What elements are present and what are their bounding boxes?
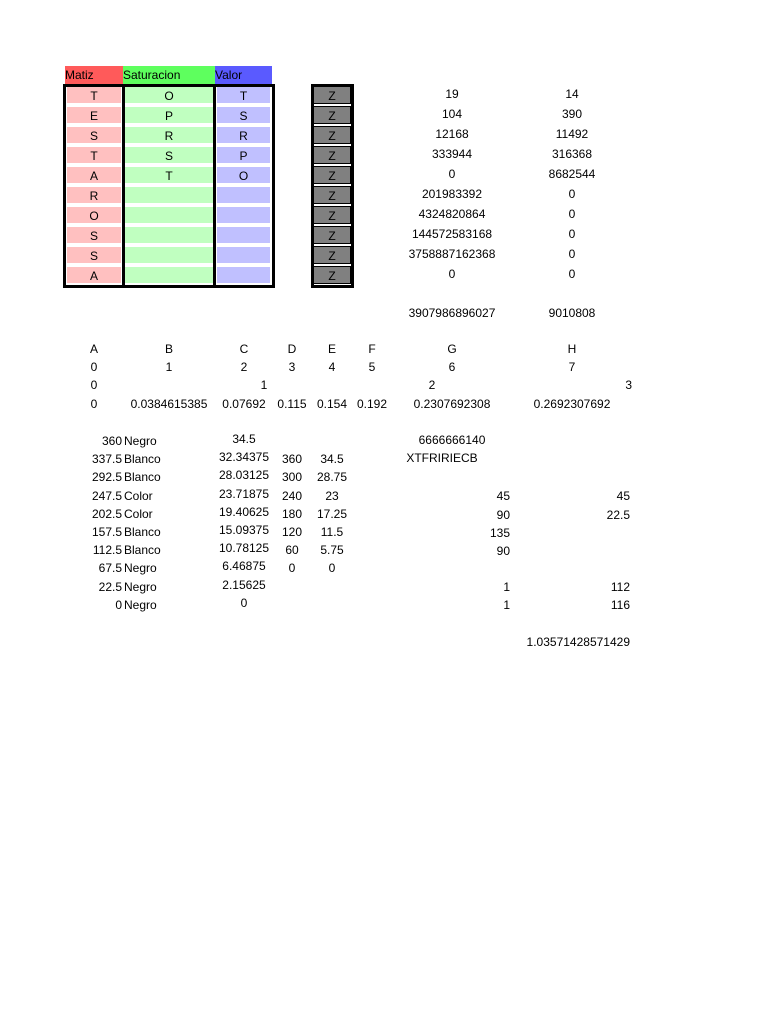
- value-e[interactable]: 0: [328, 561, 336, 576]
- number-h[interactable]: 0: [568, 187, 576, 201]
- number-h[interactable]: 0: [568, 227, 576, 241]
- value-c[interactable]: 10.78125: [218, 541, 270, 556]
- misc-h-value[interactable]: 116: [610, 598, 630, 612]
- angle-value[interactable]: 337.5: [91, 452, 122, 467]
- value-d[interactable]: 300: [281, 470, 303, 485]
- number-g[interactable]: 144572583168: [411, 227, 493, 241]
- misc-g-value[interactable]: 90: [496, 508, 510, 522]
- z-cell[interactable]: Z: [313, 206, 351, 224]
- z-cell[interactable]: Z: [313, 266, 351, 284]
- value-e[interactable]: [314, 432, 350, 450]
- value-e[interactable]: [314, 578, 350, 596]
- matiz-cell[interactable]: S: [66, 126, 122, 144]
- matiz-cell[interactable]: O: [66, 206, 122, 224]
- header-valor[interactable]: Valor: [215, 66, 272, 84]
- value-d[interactable]: [276, 578, 308, 596]
- value-e[interactable]: [314, 596, 350, 614]
- number-g[interactable]: 104: [441, 107, 463, 121]
- column-letter[interactable]: D: [287, 342, 297, 356]
- column-fraction[interactable]: 0.2307692308: [413, 397, 491, 411]
- misc-g-value[interactable]: 1: [503, 598, 510, 612]
- value-c[interactable]: 0: [240, 595, 248, 610]
- column-index[interactable]: 6: [448, 360, 456, 374]
- value-c[interactable]: 15.09375: [218, 523, 270, 537]
- value-d[interactable]: 120: [281, 525, 303, 539]
- column-letter[interactable]: F: [368, 342, 376, 356]
- color-name[interactable]: Blanco: [124, 525, 161, 539]
- misc-g-value[interactable]: 90: [496, 544, 510, 558]
- number-g[interactable]: 0: [448, 267, 456, 281]
- matiz-cell[interactable]: A: [66, 166, 122, 184]
- value-e[interactable]: 34.5: [320, 452, 344, 467]
- angle-value[interactable]: 22.5: [98, 579, 122, 594]
- column-fraction[interactable]: 0.192: [356, 397, 388, 411]
- misc-g-value[interactable]: 45: [496, 489, 510, 503]
- saturacion-cell[interactable]: S: [124, 146, 214, 164]
- value-d[interactable]: 60: [285, 543, 299, 558]
- angle-value[interactable]: 292.5: [91, 470, 122, 485]
- column-index[interactable]: 4: [328, 360, 336, 374]
- value-e[interactable]: 23: [325, 488, 339, 503]
- value-e[interactable]: 11.5: [320, 525, 344, 539]
- value-d[interactable]: [276, 596, 308, 614]
- z-cell[interactable]: Z: [313, 226, 351, 244]
- value-e[interactable]: 5.75: [320, 543, 344, 558]
- hsv-divider-1: [122, 84, 125, 288]
- value-d[interactable]: 180: [281, 506, 303, 521]
- angle-value[interactable]: 202.5: [91, 506, 122, 521]
- value-d[interactable]: 240: [281, 488, 303, 503]
- number-g[interactable]: 0: [448, 167, 456, 181]
- color-name[interactable]: Blanco: [124, 452, 161, 467]
- column-fraction[interactable]: 0.115: [277, 397, 307, 411]
- sparse-index[interactable]: 1: [260, 378, 268, 392]
- sparse-index[interactable]: 2: [428, 378, 436, 392]
- valor-cell[interactable]: O: [216, 166, 271, 184]
- code-text[interactable]: XTFRIRIECB: [406, 451, 478, 465]
- ratio-value[interactable]: 1.03571428571429: [526, 635, 630, 649]
- value-d[interactable]: 360: [281, 452, 303, 467]
- z-cell[interactable]: Z: [313, 86, 351, 104]
- total-h[interactable]: 9010808: [548, 306, 596, 320]
- number-h[interactable]: 0: [568, 267, 576, 281]
- color-name[interactable]: Blanco: [124, 470, 161, 485]
- valor-cell[interactable]: T: [216, 86, 271, 104]
- z-cell[interactable]: Z: [313, 166, 351, 184]
- value-c[interactable]: 6.46875: [222, 559, 266, 574]
- matiz-cell[interactable]: A: [66, 266, 122, 284]
- misc-h-value[interactable]: [550, 524, 630, 542]
- value-c[interactable]: 19.40625: [218, 504, 270, 519]
- color-name[interactable]: Blanco: [124, 543, 161, 558]
- color-name[interactable]: Color: [124, 506, 153, 521]
- saturacion-cell[interactable]: P: [124, 106, 214, 124]
- number-h[interactable]: 11492: [555, 127, 589, 141]
- number-h[interactable]: 0: [568, 207, 576, 221]
- z-cell[interactable]: Z: [313, 106, 351, 124]
- angle-value[interactable]: 0: [115, 597, 122, 612]
- header-matiz[interactable]: Matiz: [65, 66, 123, 84]
- column-index[interactable]: 3: [288, 360, 296, 374]
- matiz-cell[interactable]: R: [66, 186, 122, 204]
- angle-value[interactable]: 157.5: [91, 525, 122, 539]
- angle-value[interactable]: 360: [101, 434, 122, 448]
- misc-g-value[interactable]: 135: [489, 526, 510, 540]
- matiz-cell[interactable]: S: [66, 246, 122, 264]
- total-g[interactable]: 3907986896027: [408, 306, 496, 320]
- matiz-cell[interactable]: E: [66, 106, 122, 124]
- value-c[interactable]: 32.34375: [218, 450, 270, 465]
- column-fraction[interactable]: 0.0384615385: [130, 397, 208, 411]
- z-cell[interactable]: Z: [313, 186, 351, 204]
- value-d[interactable]: [276, 432, 308, 450]
- angle-value[interactable]: 247.5: [91, 488, 122, 503]
- value-e[interactable]: 28.75: [316, 470, 348, 485]
- column-letter[interactable]: C: [239, 342, 249, 356]
- number-g[interactable]: 201983392: [421, 187, 483, 201]
- misc-h-value[interactable]: 22.5: [606, 508, 630, 522]
- value-c[interactable]: 34.5: [232, 432, 256, 446]
- color-name[interactable]: Negro: [124, 597, 157, 612]
- color-name[interactable]: Negro: [124, 579, 157, 594]
- misc-g-value[interactable]: 1: [503, 580, 510, 594]
- misc-g-value[interactable]: [430, 560, 510, 578]
- number-g[interactable]: 4324820864: [418, 207, 486, 221]
- column-fraction[interactable]: 0.07692: [222, 397, 266, 411]
- value-c[interactable]: 28.03125: [218, 468, 270, 483]
- column-index[interactable]: 5: [368, 360, 376, 374]
- column-fraction[interactable]: 0.2692307692: [533, 397, 611, 411]
- column-index[interactable]: 0: [90, 360, 98, 374]
- code-number[interactable]: 6666666140: [418, 433, 486, 447]
- angle-value[interactable]: 112.5: [92, 543, 122, 558]
- z-cell[interactable]: Z: [313, 246, 351, 264]
- sparse-index[interactable]: 3: [625, 378, 632, 392]
- column-letter[interactable]: G: [447, 342, 457, 356]
- number-h[interactable]: 390: [561, 107, 583, 121]
- value-c[interactable]: 23.71875: [218, 486, 270, 501]
- column-fraction[interactable]: 0: [90, 397, 98, 411]
- number-g[interactable]: 19: [445, 87, 459, 101]
- saturacion-cell[interactable]: R: [124, 126, 214, 144]
- valor-cell[interactable]: R: [216, 126, 271, 144]
- valor-cell[interactable]: S: [216, 106, 271, 124]
- z-cell[interactable]: Z: [313, 126, 351, 144]
- z-column-frame: [311, 84, 354, 288]
- number-h[interactable]: 14: [565, 87, 579, 101]
- misc-h-value[interactable]: 112: [610, 580, 630, 594]
- value-e[interactable]: 17.25: [316, 506, 348, 521]
- misc-h-value[interactable]: [550, 560, 630, 578]
- matiz-cell[interactable]: T: [66, 146, 122, 164]
- column-letter[interactable]: A: [89, 342, 98, 356]
- number-h[interactable]: 316368: [551, 147, 593, 161]
- misc-h-value[interactable]: 45: [616, 489, 630, 503]
- header-saturacion[interactable]: Saturacion: [123, 66, 215, 84]
- column-fraction[interactable]: 0.154: [316, 397, 348, 411]
- color-name[interactable]: Negro: [124, 561, 157, 576]
- valor-cell[interactable]: P: [216, 146, 271, 164]
- angle-value[interactable]: 67.5: [98, 561, 122, 576]
- color-name[interactable]: Negro: [124, 434, 157, 448]
- hsv-divider-2: [213, 84, 216, 288]
- hsv-table-frame: [63, 84, 275, 288]
- column-index[interactable]: 2: [240, 360, 248, 374]
- number-g[interactable]: 12168: [435, 127, 469, 141]
- number-h[interactable]: 0: [568, 247, 576, 261]
- saturacion-cell[interactable]: T: [124, 166, 214, 184]
- value-c[interactable]: 2.15625: [222, 577, 266, 592]
- column-index[interactable]: 7: [568, 360, 576, 374]
- column-letter[interactable]: H: [567, 342, 577, 356]
- column-index[interactable]: 1: [165, 360, 173, 374]
- color-name[interactable]: Color: [124, 488, 153, 503]
- matiz-cell[interactable]: S: [66, 226, 122, 244]
- number-h[interactable]: 8682544: [548, 167, 596, 181]
- misc-h-value[interactable]: [550, 542, 630, 560]
- saturacion-cell[interactable]: O: [124, 86, 214, 104]
- column-letter[interactable]: B: [164, 342, 173, 356]
- value-d[interactable]: 0: [288, 561, 296, 576]
- number-g[interactable]: 333944: [431, 147, 473, 161]
- number-g[interactable]: 3758887162368: [408, 247, 496, 261]
- column-letter[interactable]: E: [327, 342, 336, 356]
- sparse-index[interactable]: 0: [90, 378, 98, 392]
- matiz-cell[interactable]: T: [66, 86, 122, 104]
- z-cell[interactable]: Z: [313, 146, 351, 164]
